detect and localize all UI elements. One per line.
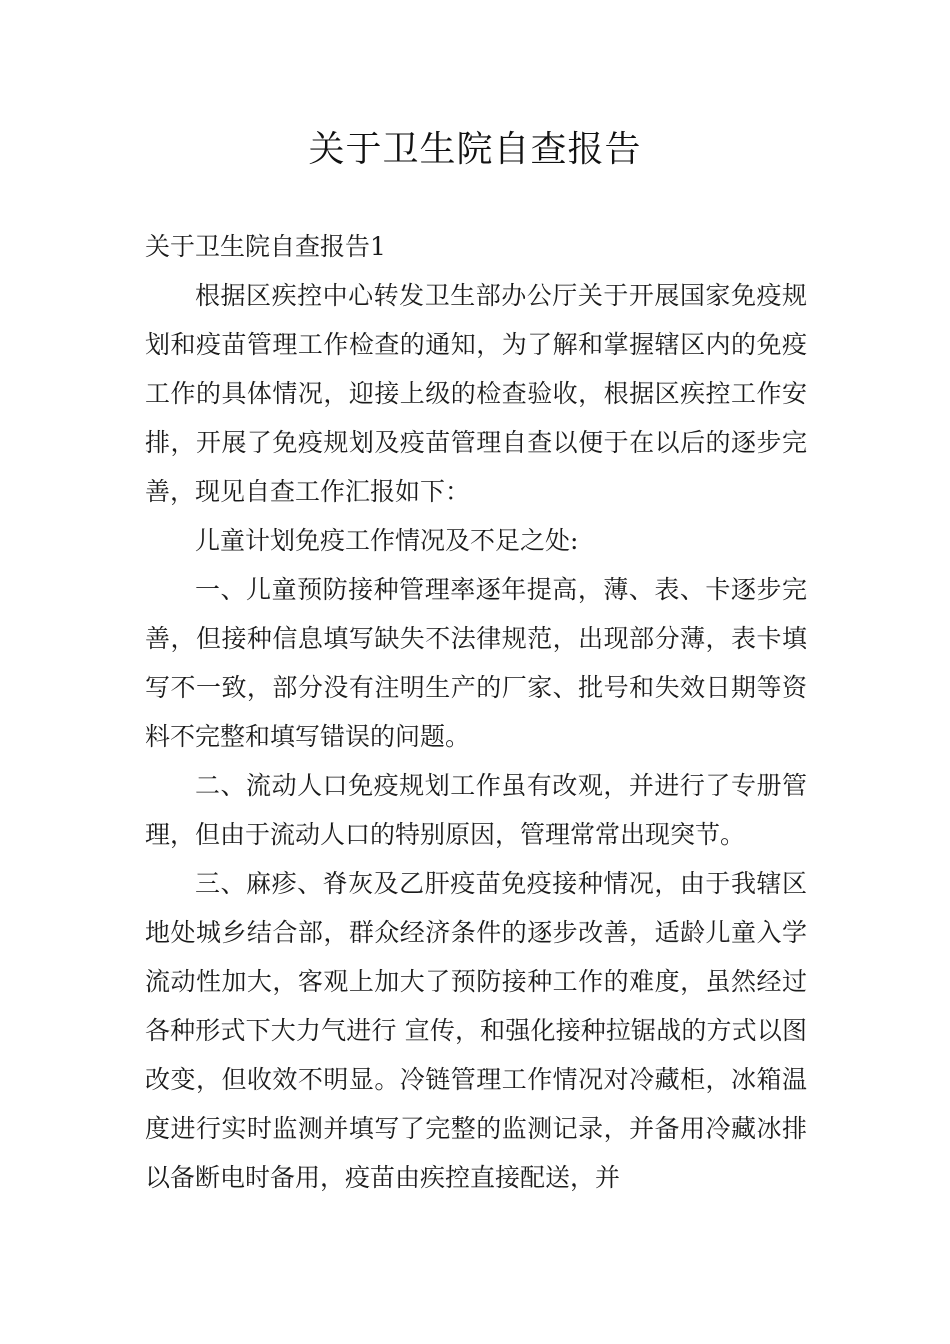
paragraph-summary-heading: 儿童计划免疫工作情况及不足之处: (195, 526, 579, 555)
paragraph-item-1: 一、儿童预防接种管理率逐年提高，薄、表、卡逐步完善，但接种信息填写缺失不法律规范，出现部分薄，表卡填写不一致，部分没有注明生产的厂家、批号和失效日期等资料不完整和填写错误的问题。 (145, 575, 807, 751)
section-heading: 关于卫生院自查报告1 (145, 232, 386, 261)
page-title: 关于卫生院自查报告 (308, 129, 642, 170)
document-body (145, 222, 807, 1202)
paragraph-item-3: 三、麻疹、脊灰及乙肝疫苗免疫接种情况，由于我辖区地处城乡结合部，群众经济条件的逐步改善，适龄儿童入学流动性加大，客观上加大了预防接种工作的难度，虽然经过各种形式下大力气进行 宣传，和强化接种拉锯战的方式以图改变，但收效不明显。冷链管理工作情况对冷藏柜，冰箱温度进行实时监测并填写了完整的监测记录，并备用冷藏冰排以备断电时备用，疫苗由疾控直接配送，并 (145, 869, 807, 1192)
paragraph-intro: 根据区疾控中心转发卫生部办公厅关于开展国家免疫规划和疫苗管理工作检查的通知，为了解和掌握辖区内的免疫工作的具体情况，迎接上级的检查验收，根据区疾控工作安排，开展了免疫规划及疫苗管理自查以便于在以后的逐步完善，现见自查工作汇报如下： (145, 281, 807, 506)
paragraph-item-2: 二、流动人口免疫规划工作虽有改观，并进行了专册管理，但由于流动人口的特别原因，管理常常出现突节。 (145, 771, 807, 849)
